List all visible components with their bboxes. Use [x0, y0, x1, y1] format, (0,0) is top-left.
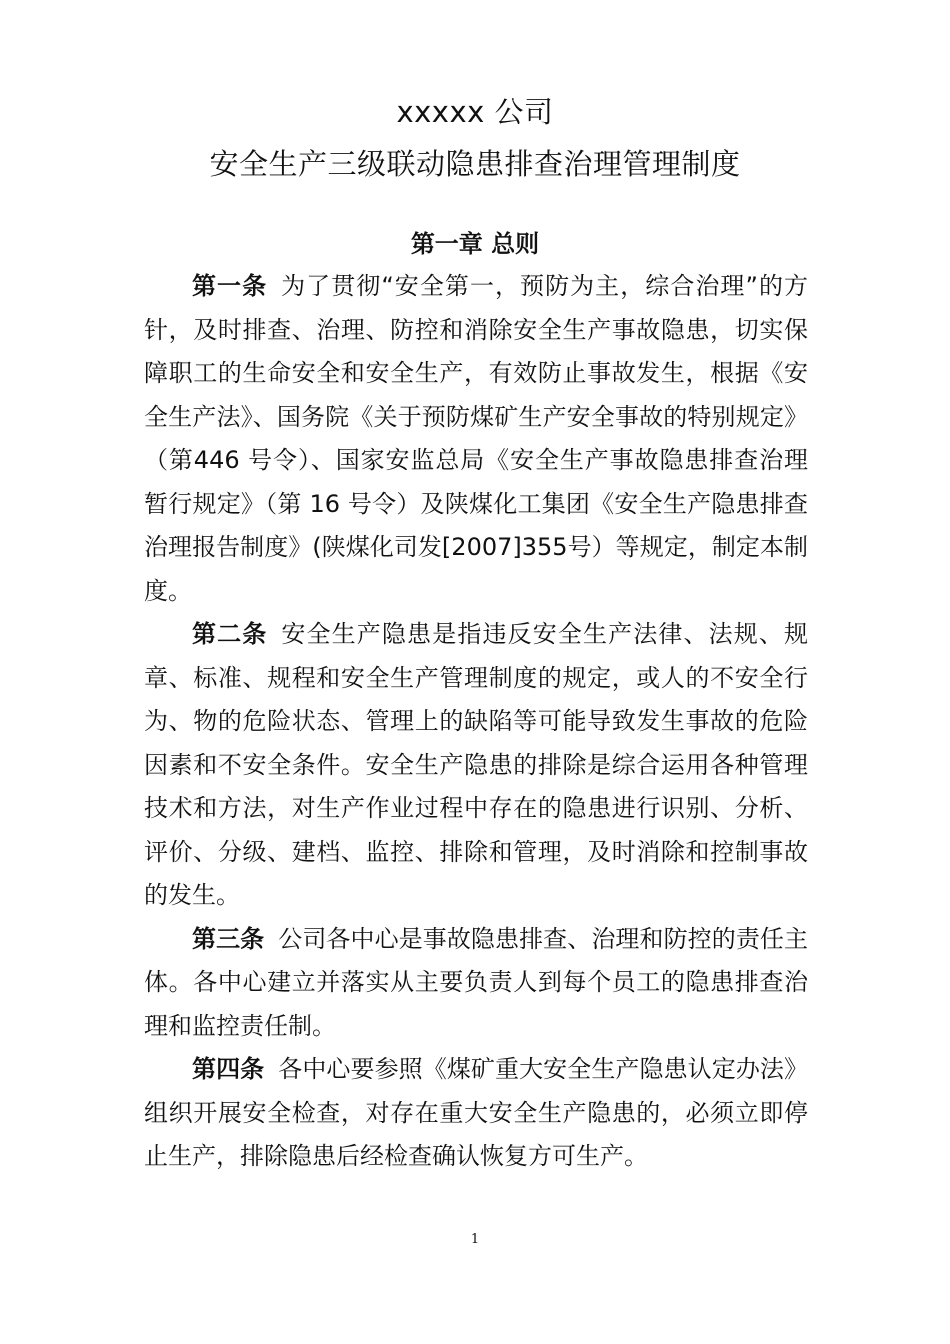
- page-number: 1: [470, 1232, 480, 1247]
- article-text: 各中心要参照《煤矿重大安全生产隐患认定办法》组织开展安全检查，对存在重大安全生产隐患的，必须立即停止生产，排除隐患后经检查确认恢复方可生产。: [144, 1055, 808, 1170]
- article-3: [144, 918, 808, 1049]
- article-text: 安全生产隐患是指违反安全生产法律、法规、规章、标准、规程和安全生产管理制度的规定，或人的不安全行为、物的危险状态、管理上的缺陷等可能导致发生事故的危险因素和不安全条件。安全生产隐患的排除是综合运用各种管理技术和方法，对生产作业过程中存在的隐患进行识别、分析、评价、分级、建档、监控、排除和管理，及时消除和控制事故的发生。: [144, 620, 809, 909]
- article-1: [144, 265, 808, 613]
- document-body: [144, 265, 808, 1179]
- document-title-block: [0, 86, 950, 190]
- article-2: [144, 613, 808, 918]
- article-label: 第一条: [192, 272, 268, 300]
- chapter-heading: 第一章 总则: [410, 230, 540, 258]
- article-label: 第四条: [192, 1055, 265, 1083]
- document-title: 安全生产三级联动隐患排查治理管理制度: [209, 147, 741, 181]
- article-label: 第二条: [192, 620, 268, 648]
- article-label: 第三条: [192, 924, 265, 953]
- article-text: 公司各中心是事故隐患排查、治理和防控的责任主体。各中心建立并落实从主要负责人到每个员工的隐患排查治理和监控责任制。: [144, 924, 808, 1040]
- article-4: [144, 1048, 808, 1179]
- company-name: xxxxx 公司: [396, 95, 554, 129]
- article-text: 为了贯彻“安全第一，预防为主，综合治理”的方针，及时排查、治理、防控和消除安全生产事故隐患，切实保障职工的生命安全和安全生产，有效防止事故发生，根据《安全生产法》、国务院《关于预防煤矿生产安全事故的特别规定》（第446 号令）、国家安监总局《安全生产事故隐患排查治理暂行规定》（第 16 号令）及陕煤化工集团《安全生产隐患排查治理报告制度》(陕煤化司发[2007]355号）等规定，制定本制度。: [144, 272, 808, 605]
